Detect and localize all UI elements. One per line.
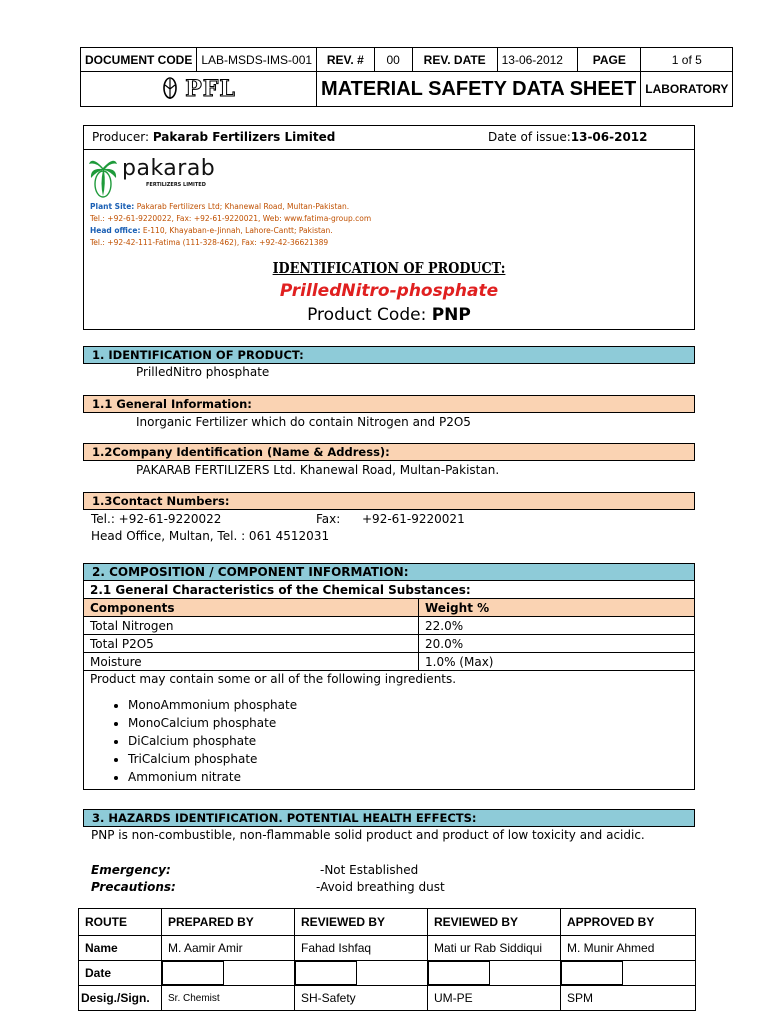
contact-head-office: Head Office, Multan, Tel. : 061 4512031 <box>91 529 330 543</box>
department: LABORATORY <box>641 72 733 107</box>
date-label: Date <box>79 961 162 986</box>
composition-table <box>83 563 695 790</box>
weight-cell: 1.0% (Max) <box>419 653 695 671</box>
prepared-desig: Sr. Chemist <box>162 986 295 1011</box>
list-item: • MonoAmmonium phosphate <box>128 696 688 714</box>
approval-table <box>78 908 696 1011</box>
date-box <box>428 961 490 985</box>
component-cell: Moisture <box>84 653 419 671</box>
list-item: • TriCalcium phosphate <box>128 750 688 768</box>
component-cell: Total P2O5 <box>84 635 419 653</box>
date-box <box>561 961 623 985</box>
section-1-3-title: 1.3Contact Numbers: <box>83 492 695 510</box>
page-number: 1 of 5 <box>641 48 733 72</box>
route-header: ROUTE <box>79 909 162 936</box>
page-label: PAGE <box>578 48 641 72</box>
table-row <box>84 653 695 671</box>
reviewed-date-cell-2 <box>428 961 561 986</box>
table-row <box>84 635 695 653</box>
rev-date: 13-06-2012 <box>497 48 578 72</box>
pakarab-logo-name: pakarab <box>122 156 216 181</box>
reviewed-date-cell <box>295 961 428 986</box>
producer-label: Producer: <box>92 130 153 144</box>
pfl-logo <box>85 76 312 102</box>
plant-site-tel: Tel.: +92-61-9220022, Fax: +92-61-9220021, Web: www.fatima-group.com <box>90 214 372 223</box>
weight-cell: 22.0% <box>419 617 695 635</box>
approved-date-cell <box>561 961 696 986</box>
desig-label: Desig./Sign. <box>79 986 162 1011</box>
section-1-1-text: Inorganic Fertilizer which do contain Nitrogen and P2O5 <box>136 415 471 429</box>
contact-tel: Tel.: +92-61-9220022 <box>91 512 222 526</box>
reviewed-by-header: REVIEWED BY <box>295 909 428 936</box>
prepared-date-cell <box>162 961 295 986</box>
approved-by-name: M. Munir Ahmed <box>561 936 696 961</box>
table-row <box>84 617 695 635</box>
issue-date <box>488 126 648 149</box>
contact-fax: +92-61-9220021 <box>362 512 465 526</box>
head-office-address: E-110, Khayaban-e-Jinnah, Lahore-Cantt; Pakistan. <box>140 226 333 235</box>
reviewed-by-name-2: Mati ur Rab Siddiqui <box>428 936 561 961</box>
emergency-value: -Not Established <box>320 863 419 877</box>
pfl-logo-text: PFL <box>185 76 236 102</box>
product-code <box>84 305 694 325</box>
section-1-2-title: 1.2Company Identification (Name & Address): <box>83 443 695 461</box>
section-3-title: 3. HAZARDS IDENTIFICATION. POTENTIAL HEALTH EFFECTS: <box>83 809 695 827</box>
doc-code: LAB-MSDS-IMS-001 <box>197 48 317 72</box>
date-box <box>295 961 357 985</box>
reviewed-by-header-2: REVIEWED BY <box>428 909 561 936</box>
list-item: • Ammonium nitrate <box>128 768 688 786</box>
issue-date-label: Date of issue: <box>488 130 571 144</box>
precautions-value: -Avoid breathing dust <box>316 880 445 894</box>
reviewed-desig-2: UM-PE <box>428 986 561 1011</box>
document-title: MATERIAL SAFETY DATA SHEET <box>317 72 641 107</box>
component-cell: Total Nitrogen <box>84 617 419 635</box>
list-item: • MonoCalcium phosphate <box>128 714 688 732</box>
product-code-value: PNP <box>431 305 471 325</box>
reviewed-desig: SH-Safety <box>295 986 428 1011</box>
emergency-label: Emergency: <box>91 863 171 877</box>
head-office <box>90 225 371 237</box>
list-item: • DiCalcium phosphate <box>128 732 688 750</box>
palm-leaf-icon <box>161 77 179 101</box>
head-office-label: Head office: <box>90 226 141 235</box>
precautions-label: Precautions: <box>91 880 176 894</box>
rev-number: 00 <box>374 48 412 72</box>
pakarab-logo <box>88 154 228 198</box>
section-1-2-text: PAKARAB FERTILIZERS Ltd. Khanewal Road, Multan-Pakistan. <box>136 463 500 477</box>
pfl-logo-cell <box>81 72 317 107</box>
weight-cell: 20.0% <box>419 635 695 653</box>
section-1-1-title: 1.1 General Information: <box>83 395 695 413</box>
approved-desig: SPM <box>561 986 696 1011</box>
components-header: Components <box>84 599 419 617</box>
identification-heading: IDENTIFICATION OF PRODUCT: <box>272 259 506 277</box>
section-1-title: 1. IDENTIFICATION OF PRODUCT: <box>83 346 695 364</box>
rev-date-label: REV. DATE <box>412 48 497 72</box>
approved-by-header: APPROVED BY <box>561 909 696 936</box>
document-header <box>80 47 733 107</box>
weight-header: Weight % <box>419 599 695 617</box>
prepared-by-name: M. Aamir Amir <box>162 936 295 961</box>
section-3-text: PNP is non-combustible, non-flammable solid product and product of low toxicity and acidic. <box>91 828 645 842</box>
producer-row <box>84 126 694 150</box>
name-label: Name <box>79 936 162 961</box>
ingredients-cell <box>84 671 695 790</box>
plant-site <box>90 201 371 213</box>
product-code-label: Product Code: <box>307 305 432 325</box>
plant-site-address: Pakarab Fertilizers Ltd; Khanewal Road, Multan-Pakistan. <box>134 202 350 211</box>
address-block <box>90 201 371 249</box>
section-2-title: 2. COMPOSITION / COMPONENT INFORMATION: <box>84 564 695 581</box>
head-office-tel: Tel.: +92-42-111-Fatima (111-328-462), Fax: +92-42-36621389 <box>90 238 329 247</box>
pakarab-logo-sub: FERTILIZERS LIMITED <box>146 182 206 188</box>
contact-fax-label: Fax: <box>316 512 341 526</box>
reviewed-by-name: Fahad Ishfaq <box>295 936 428 961</box>
ingredients-list <box>90 696 688 786</box>
prepared-by-header: PREPARED BY <box>162 909 295 936</box>
issue-date-value: 13-06-2012 <box>570 130 648 144</box>
palm-tree-icon <box>88 154 118 198</box>
plant-site-label: Plant Site: <box>90 202 135 211</box>
doc-code-label: DOCUMENT CODE <box>81 48 197 72</box>
date-box <box>162 961 224 985</box>
product-name: PrilledNitro-phosphate <box>279 281 499 301</box>
section-2-1-title: 2.1 General Characteristics of the Chemical Substances: <box>84 581 695 599</box>
section-1-text: PrilledNitro phosphate <box>136 365 270 379</box>
producer-name: Pakarab Fertilizers Limited <box>152 130 336 144</box>
rev-label: REV. # <box>317 48 375 72</box>
producer <box>92 126 335 149</box>
producer-box <box>83 125 695 330</box>
ingredients-note: Product may contain some or all of the following ingredients. <box>90 672 457 686</box>
